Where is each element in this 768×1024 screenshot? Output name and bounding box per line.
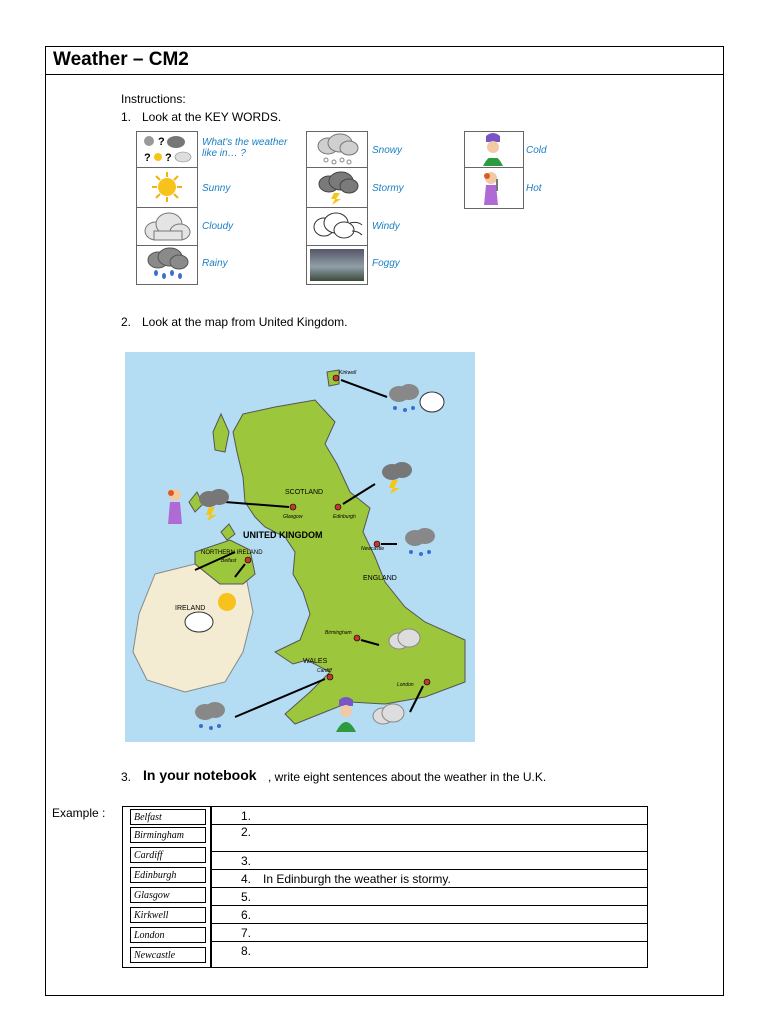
kw-label-cloudy: Cloudy	[202, 221, 234, 232]
answer-row	[211, 870, 647, 888]
map-city-edinburgh: Edinburgh	[333, 514, 356, 520]
answer-row	[211, 807, 647, 825]
example-label: Example :	[52, 806, 106, 820]
rain-cloud-icon	[144, 247, 190, 281]
kw-label-snowy: Snowy	[372, 145, 403, 156]
hot-person-icon	[476, 169, 510, 205]
title-bar	[46, 47, 723, 75]
answer-table	[210, 806, 648, 968]
map-city-glasgow: Glasgow	[283, 514, 303, 520]
answer-number: 3.	[241, 854, 252, 868]
wind-cloud-icon	[310, 211, 364, 245]
answer-row	[211, 825, 647, 852]
uk-weather-map	[125, 352, 475, 742]
city-list-item: Newcastle	[130, 947, 206, 963]
instructions-label: Instructions:	[121, 92, 186, 106]
map-drawing	[125, 352, 475, 742]
step2-text: Look at the map from United Kingdom.	[142, 315, 348, 329]
answer-row	[211, 924, 647, 942]
kw-label-stormy: Stormy	[372, 183, 404, 194]
answer-row	[211, 942, 647, 967]
map-city-cardiff: Cardiff	[317, 668, 332, 674]
cloud-icon	[142, 211, 192, 243]
city-list-item: Birmingham	[130, 827, 206, 843]
city-list-item: Cardiff	[130, 847, 206, 863]
kw-label-foggy: Foggy	[372, 258, 400, 269]
answer-text: In Edinburgh the weather is stormy.	[263, 872, 451, 886]
step3-bold-text: In your notebook	[143, 767, 257, 783]
step3-text: , write eight sentences about the weather in the U.K.	[268, 770, 547, 784]
step2-number: 2.	[121, 315, 132, 329]
answer-row	[211, 906, 647, 924]
city-list-item: London	[130, 927, 206, 943]
answer-row	[211, 888, 647, 906]
kw-label-hot: Hot	[526, 183, 542, 194]
fog-icon	[310, 249, 364, 281]
map-city-newcastle: Newcastle	[361, 546, 385, 552]
svg-text:?: ?	[158, 136, 165, 148]
map-region-ireland: IRELAND	[175, 605, 206, 612]
storm-cloud-icon	[316, 171, 360, 205]
answer-number: 7.	[241, 926, 252, 940]
step1-text: Look at the KEY WORDS.	[142, 110, 282, 124]
question-weather-icon	[140, 133, 194, 165]
map-city-kirkwell: Kirkwell	[339, 370, 357, 376]
step3-number: 3.	[121, 770, 132, 784]
kw-label-sunny: Sunny	[202, 183, 231, 194]
kw-label-rainy: Rainy	[202, 258, 228, 269]
answer-number: 4.	[241, 872, 252, 886]
kw-label-windy: Windy	[372, 221, 400, 232]
answer-number: 1.	[241, 809, 252, 823]
map-region-northern-ireland: NORTHERN IRELAND	[201, 550, 263, 556]
city-list-item: Belfast	[130, 809, 206, 825]
key-words-panel	[124, 127, 554, 290]
map-city-london: London	[397, 682, 414, 688]
svg-text:?: ?	[165, 152, 172, 164]
map-region-wales: WALES	[303, 658, 328, 665]
map-region-scotland: SCOTLAND	[285, 489, 324, 496]
answer-number: 8.	[241, 944, 252, 958]
city-list-item: Glasgow	[130, 887, 206, 903]
kw-label-question: What's the weather like in… ?	[202, 137, 288, 159]
page-title: Weather – CM2	[53, 49, 189, 70]
answer-number: 5.	[241, 890, 252, 904]
city-list-item: Kirkwell	[130, 907, 206, 923]
city-list	[122, 806, 212, 968]
answer-number: 6.	[241, 908, 252, 922]
map-country-label: UNITED KINGDOM	[243, 530, 323, 540]
kw-label-cold: Cold	[526, 145, 547, 156]
map-city-birmingham: Birmingham	[325, 630, 352, 636]
answer-number: 2.	[241, 825, 252, 839]
sun-icon	[151, 171, 183, 203]
cold-person-icon	[476, 132, 510, 166]
step1-number: 1.	[121, 110, 132, 124]
answer-row	[211, 852, 647, 870]
map-city-belfast: Belfast	[221, 558, 237, 564]
snow-cloud-icon	[314, 133, 360, 167]
svg-text:?: ?	[144, 152, 151, 164]
map-region-england: ENGLAND	[363, 575, 397, 582]
city-list-item: Edinburgh	[130, 867, 206, 883]
